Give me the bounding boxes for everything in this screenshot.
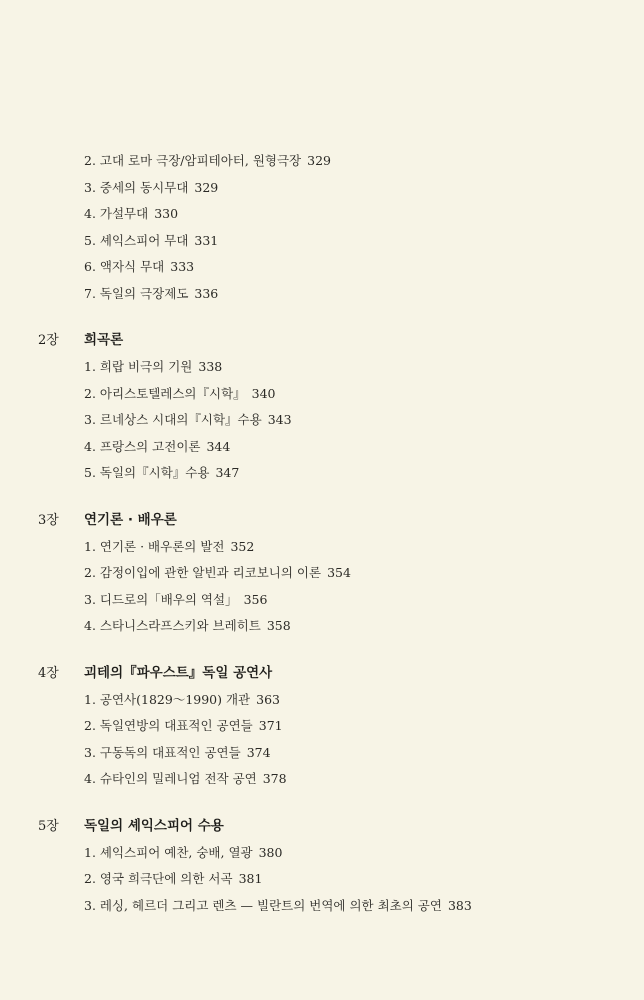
chapter-title: 독일의 셰익스피어 수용: [84, 817, 224, 834]
toc-group-continuation: [38, 148, 618, 307]
toc-entry: 6. 액자식 무대 333: [84, 259, 195, 274]
chapter-heading: [38, 814, 618, 840]
toc-chapter-2: [38, 328, 618, 487]
chapter-title: 희곡론: [84, 332, 124, 348]
toc-entry: 4. 프랑스의 고전이론 344: [84, 438, 231, 454]
page-number: 333: [170, 259, 195, 274]
toc-entry: 2. 감정이입에 관한 알빈과 리코보니의 이론 354: [84, 565, 351, 580]
toc-entry: 1. 공연사(1829～1990) 개관 363: [84, 691, 280, 707]
chapter-number: 5장: [38, 818, 59, 834]
page-number: 331: [194, 232, 219, 248]
table-of-contents: [38, 148, 618, 919]
chapter-heading: [38, 661, 618, 687]
page-number: 329: [307, 153, 331, 168]
page-number: 363: [256, 691, 280, 707]
chapter-title: 연기론 · 배우론: [84, 511, 177, 528]
toc-entry: 3. 르네상스 시대의『시학』수용 343: [84, 412, 292, 427]
page-number: 347: [215, 465, 240, 480]
toc-entry: 5. 독일의『시학』수용 347: [84, 465, 240, 480]
page-number: 374: [246, 744, 271, 760]
toc-chapter-5: [38, 814, 618, 920]
toc-entry: 2. 고대 로마 극장/암피테아터, 원형극장 329: [84, 153, 331, 168]
page-number: 340: [251, 385, 276, 401]
page-number: 336: [194, 285, 219, 301]
toc-entry: 3. 레싱, 헤르더 그리고 렌츠 — 빌란트의 번역에 의한 최초의 공연 383: [84, 897, 472, 913]
page-number: 329: [194, 179, 219, 195]
toc-entry: 3. 구동독의 대표적인 공연들 374: [84, 744, 271, 760]
toc-entry: 1. 희랍 비극의 기원 338: [84, 359, 223, 374]
page-number: 380: [258, 844, 283, 860]
chapter-number: 4장: [38, 665, 59, 681]
toc-entry: 1. 셰익스피어 예찬, 숭배, 열광 380: [84, 844, 283, 860]
page-number: 354: [327, 565, 351, 580]
chapter-heading: [38, 508, 618, 534]
toc-chapter-3: [38, 508, 618, 640]
page-number: 358: [266, 618, 291, 633]
page-number: 338: [198, 359, 223, 374]
chapter-heading: [38, 328, 618, 354]
toc-entry: 3. 중세의 동시무대 329: [84, 179, 219, 195]
page-number: 383: [447, 897, 472, 913]
page-number: 352: [230, 538, 255, 554]
chapter-title: 괴테의『파우스트』독일 공연사: [84, 664, 273, 681]
toc-entry: 2. 아리스토텔레스의『시학』 340: [84, 385, 276, 401]
toc-entry: 7. 독일의 극장제도 336: [84, 285, 219, 301]
toc-entry: 2. 영국 희극단에 의한 서곡 381: [84, 871, 263, 886]
page-number: 381: [238, 871, 263, 886]
page-number: 330: [154, 206, 179, 221]
page-number: 371: [258, 718, 283, 733]
toc-entry: 4. 가설무대 330: [84, 206, 179, 221]
toc-entry: 4. 스타니스라프스키와 브레히트 358: [84, 618, 291, 633]
toc-chapter-4: [38, 661, 618, 793]
toc-entry: 4. 슈타인의 밀레니엄 전작 공연 378: [84, 771, 287, 786]
page-number: 356: [243, 591, 268, 607]
toc-entry: 2. 독일연방의 대표적인 공연들 371: [84, 718, 283, 733]
chapter-number: 3장: [38, 512, 59, 528]
toc-entry: 5. 셰익스피어 무대 331: [84, 232, 219, 248]
toc-entry: 3. 디드로의「배우의 역설」 356: [84, 591, 268, 607]
page-number: 378: [262, 771, 287, 786]
toc-entry: 1. 연기론 · 배우론의 발전 352: [84, 538, 255, 554]
page-number: 343: [267, 412, 292, 427]
chapter-number: 2장: [38, 333, 59, 348]
page-number: 344: [206, 438, 231, 454]
